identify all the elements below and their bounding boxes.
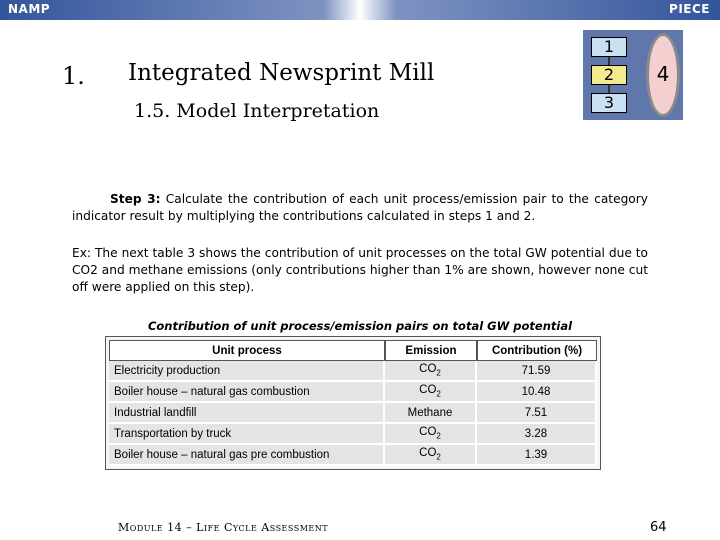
step3-label: Step 3:	[110, 192, 161, 206]
cell-contribution: 71.59	[477, 361, 597, 382]
table-header-row	[109, 340, 597, 361]
column-header-contribution: Contribution (%)	[477, 340, 597, 361]
column-header-unit-process: Unit process	[109, 340, 385, 361]
cell-emission: Methane	[385, 403, 477, 424]
cell-unit-process: Electricity production	[109, 361, 385, 382]
page-number: 64	[650, 520, 667, 535]
cell-contribution: 3.28	[477, 424, 597, 445]
cell-contribution: 7.51	[477, 403, 597, 424]
header-left-label: NAMP	[8, 2, 51, 16]
cell-emission: $CO_2$	[385, 445, 477, 466]
table-row	[109, 424, 597, 445]
step3-paragraph	[72, 191, 648, 225]
cell-unit-process: Boiler house – natural gas pre combustion	[109, 445, 385, 466]
step-4-label: 4	[656, 62, 670, 86]
column-header-emission: Emission	[385, 340, 477, 361]
step3-text: Calculate the contribution of each unit process/emission pair to the category indicator result by multiplying the contributions calculated in steps 1 and 2.	[72, 192, 648, 223]
contribution-table	[105, 336, 601, 470]
page-title: Integrated Newsprint Mill	[128, 60, 435, 86]
footer-module-title: Module 14 – Life Cycle Assessment	[118, 521, 329, 534]
cell-contribution: 10.48	[477, 382, 597, 403]
cell-emission: $CO_2$	[385, 382, 477, 403]
cell-unit-process: Boiler house – natural gas combustion	[109, 382, 385, 403]
table-caption: Contribution of unit process/emission pairs on total GW potential	[147, 319, 573, 333]
table-row	[109, 445, 597, 466]
header-bar	[0, 0, 720, 20]
cell-contribution: 1.39	[477, 445, 597, 466]
section-number: 1.	[62, 62, 85, 90]
example-paragraph: Ex: The next table 3 shows the contribution of unit processes on the total GW potential due to CO2 and methane emissions (only contributions higher than 1% are shown, however none cut off were applied on this step).	[72, 246, 648, 294]
cell-emission: $CO_2$	[385, 424, 477, 445]
table-row	[109, 361, 597, 382]
step-box-2[interactable]: 2	[591, 65, 627, 85]
page-subtitle: 1.5. Model Interpretation	[134, 100, 380, 122]
step-box-3[interactable]: 3	[591, 93, 627, 113]
cell-unit-process: Transportation by truck	[109, 424, 385, 445]
header-right-label: PIECE	[669, 2, 710, 16]
cell-unit-process: Industrial landfill	[109, 403, 385, 424]
step-box-1[interactable]: 1	[591, 37, 627, 57]
table-row	[109, 382, 597, 403]
cell-emission: $CO_2$	[385, 361, 477, 382]
table-row	[109, 403, 597, 424]
